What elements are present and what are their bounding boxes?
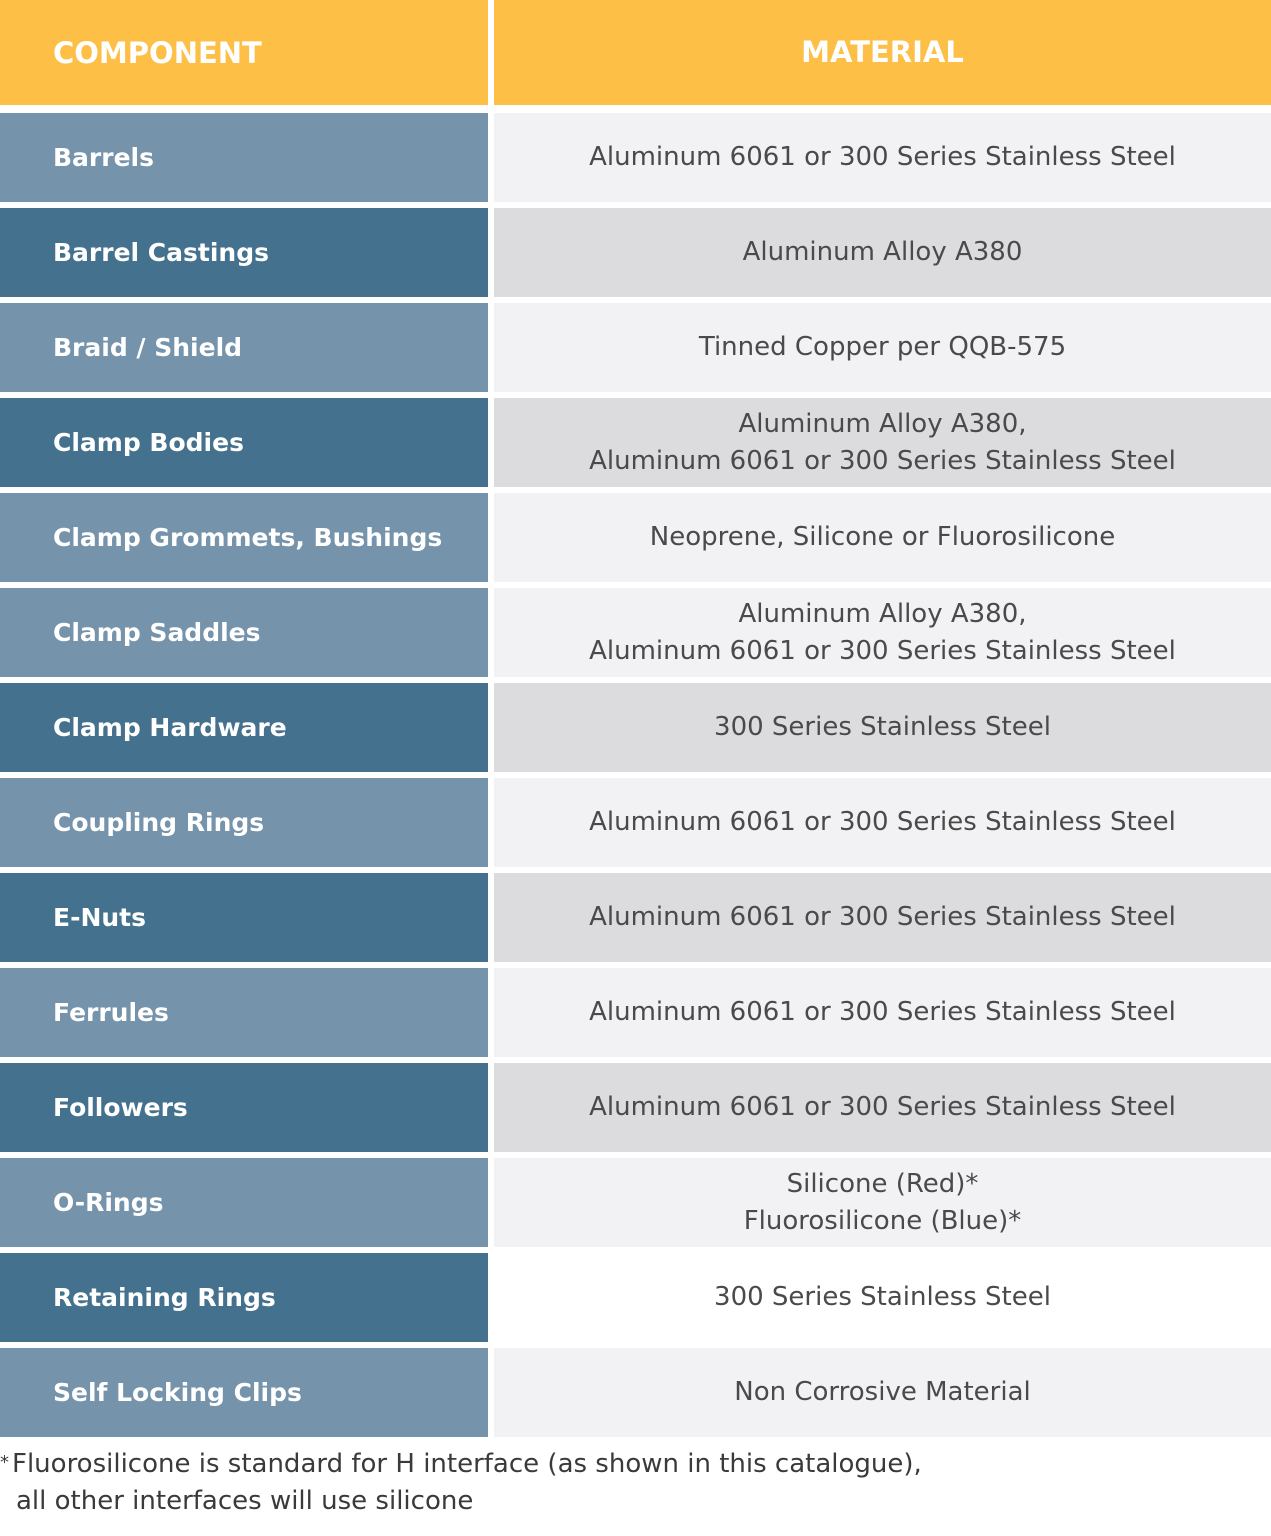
footnote-text-1: Fluorosilicone is standard for H interface (as shown in this catalogue), [12, 1449, 922, 1479]
table-row [0, 113, 1271, 202]
component-cell: Braid / Shield [0, 303, 488, 392]
table-row [0, 208, 1271, 297]
table-header [0, 0, 1271, 105]
material-cell [494, 1253, 1271, 1342]
component-cell: Retaining Rings [0, 1253, 488, 1342]
component-cell: Barrels [0, 113, 488, 202]
component-cell: Clamp Hardware [0, 683, 488, 772]
component-cell: Ferrules [0, 968, 488, 1057]
component-cell: O-Rings [0, 1158, 488, 1247]
material-cell [494, 683, 1271, 772]
material-line: Aluminum 6061 or 300 Series Stainless Steel [589, 997, 1176, 1027]
material-line: Aluminum 6061 or 300 Series Stainless Steel [589, 142, 1176, 172]
material-line: Silicone (Red)* [786, 1168, 979, 1199]
material-cell [494, 398, 1271, 487]
component-cell: Clamp Bodies [0, 398, 488, 487]
component-cell: Self Locking Clips [0, 1348, 488, 1437]
material-line: Aluminum 6061 or 300 Series Stainless Steel [589, 445, 1176, 476]
material-column-header: MATERIAL [494, 0, 1271, 105]
component-cell: E-Nuts [0, 873, 488, 962]
component-cell: Clamp Saddles [0, 588, 488, 677]
material-line: Tinned Copper per QQB-575 [698, 332, 1067, 362]
table-row [0, 1348, 1271, 1437]
material-line: Aluminum Alloy A380, [738, 598, 1027, 629]
component-column-header: COMPONENT [0, 0, 488, 105]
material-cell [494, 208, 1271, 297]
table-row [0, 778, 1271, 867]
table-row [0, 398, 1271, 487]
material-cell [494, 778, 1271, 867]
material-cell [494, 588, 1271, 677]
material-cell [494, 968, 1271, 1057]
table-row [0, 968, 1271, 1057]
footnote-line-2: all other interfaces will use silicone [16, 1486, 474, 1516]
material-line: 300 Series Stainless Steel [714, 1282, 1051, 1312]
material-cell [494, 1348, 1271, 1437]
material-line: Fluorosilicone (Blue)* [743, 1205, 1022, 1236]
table-row [0, 303, 1271, 392]
table-row [0, 493, 1271, 582]
component-cell: Barrel Castings [0, 208, 488, 297]
material-cell [494, 1158, 1271, 1247]
footnote-line-1 [0, 1444, 922, 1483]
material-line: Aluminum Alloy A380, [738, 408, 1027, 439]
material-line: Aluminum 6061 or 300 Series Stainless Steel [589, 1092, 1176, 1122]
table-row [0, 873, 1271, 962]
table-row [0, 1253, 1271, 1342]
material-cell [494, 873, 1271, 962]
material-line: Aluminum 6061 or 300 Series Stainless Steel [589, 902, 1176, 932]
material-cell [494, 303, 1271, 392]
table-row [0, 683, 1271, 772]
material-cell [494, 113, 1271, 202]
component-cell: Followers [0, 1063, 488, 1152]
material-line: Aluminum 6061 or 300 Series Stainless Steel [589, 635, 1176, 666]
material-line: Neoprene, Silicone or Fluorosilicone [649, 522, 1116, 552]
footnote-marker: * [0, 1452, 9, 1473]
material-line: Aluminum 6061 or 300 Series Stainless Steel [589, 807, 1176, 837]
component-cell: Coupling Rings [0, 778, 488, 867]
table-row [0, 1158, 1271, 1247]
material-line: Non Corrosive Material [734, 1377, 1031, 1407]
material-cell [494, 1063, 1271, 1152]
table-row [0, 1063, 1271, 1152]
footnote [0, 1444, 922, 1520]
component-cell: Clamp Grommets, Bushings [0, 493, 488, 582]
material-line: 300 Series Stainless Steel [714, 712, 1051, 742]
material-line: Aluminum Alloy A380 [742, 237, 1023, 267]
material-cell [494, 493, 1271, 582]
table-row [0, 588, 1271, 677]
